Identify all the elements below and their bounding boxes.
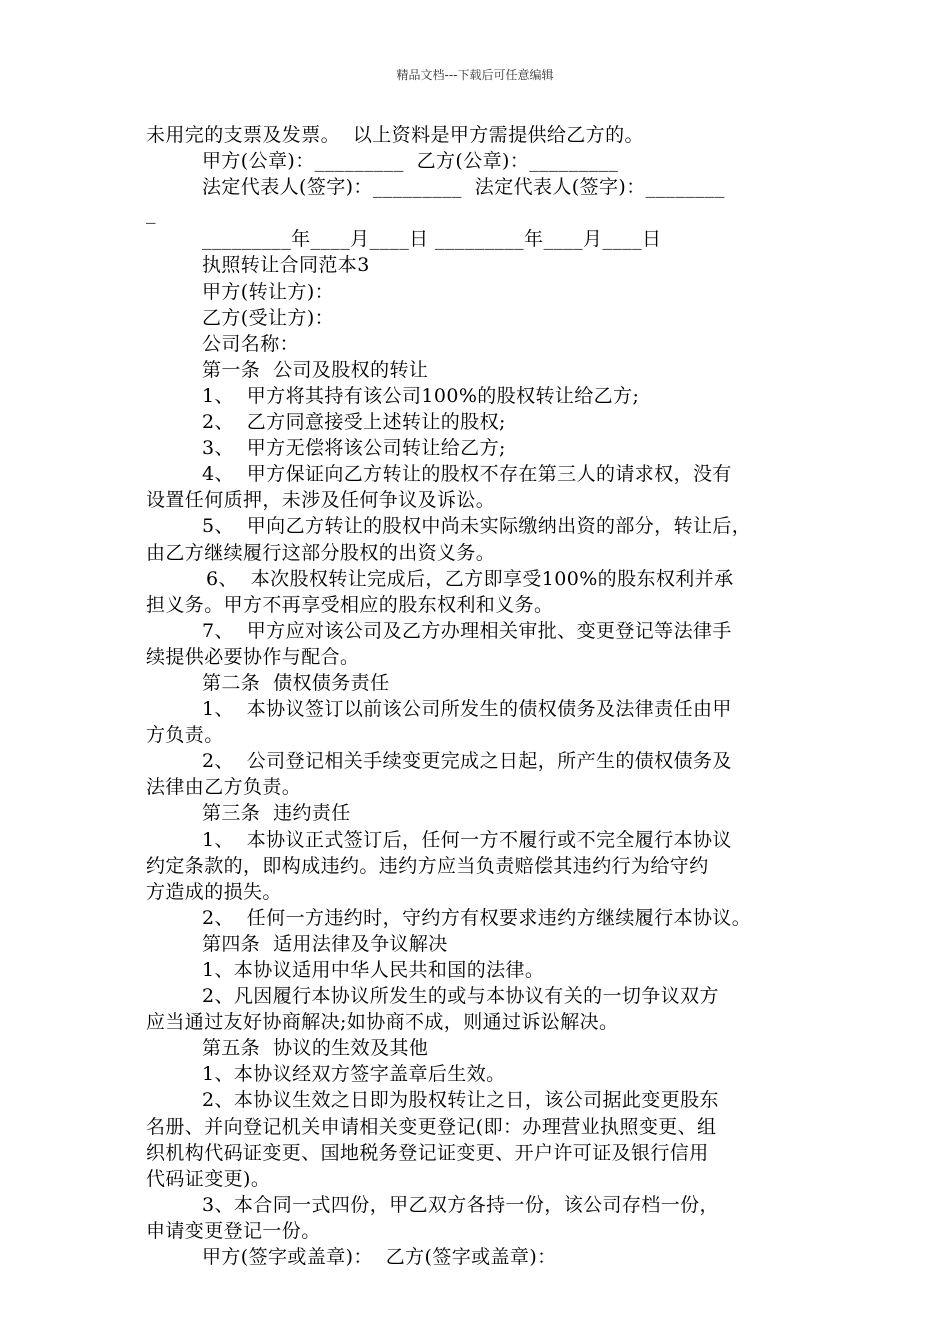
document-body [146,122,836,1270]
article-heading: 第五条 协议的生效及其他 [202,1037,429,1060]
clause-line: 1、 甲方将其持有该公司100%的股权转让给乙方; [202,384,640,407]
clause-line: 2、凡因履行本协议所发生的或与本协议有关的一切争议双方 [202,985,719,1008]
clause-line: 应当通过友好协商解决;如协商不成，则通过诉讼解决。 [146,1011,619,1034]
party-b-label: 乙方(受让方)： [202,306,335,329]
clause-line: 6、 本次股权转让完成后，乙方即享受100%的股东权利并承 [206,567,734,590]
company-name-label: 公司名称： [202,332,300,355]
date-line: _________年____月____日 _________年____月____日 [202,228,662,251]
document-title: 执照转让合同范本3 [202,254,370,277]
clause-line: 续提供必要协作与配合。 [146,645,360,668]
party-a-label: 甲方(转让方)： [202,280,335,303]
clause-line: 2、 乙方同意接受上述转让的股权; [202,411,506,434]
clause-line: 名册、并向登记机关申请相关变更登记(即：办理营业执照变更、组 [146,1115,717,1138]
text-line: 未用完的支票及发票。 以上资料是甲方需提供给乙方的。 [146,124,644,146]
clause-line: 由乙方继续履行这部分股权的出资义务。 [146,541,496,564]
clause-line: 方负责。 [146,724,224,747]
clause-line: 4、 甲方保证向乙方转让的股权不存在第三人的请求权，没有 [202,463,732,486]
clause-line: 2、 公司登记相关手续变更完成之日起，所产生的债权债务及 [202,750,732,773]
clause-line: 申请变更登记一份。 [146,1219,321,1242]
clause-line: 1、本协议适用中华人民共和国的法律。 [202,959,545,981]
clause-line: 约定条款的，即构成违约。违约方应当负责赔偿其违约行为给守约 [146,854,709,877]
clause-line: 织机构代码证变更、国地税务登记证变更、开户许可证及银行信用 [146,1141,709,1164]
clause-line: 2、本协议生效之日即为股权转让之日，该公司据此变更股东 [202,1089,719,1112]
clause-line: 1、本协议经双方签字盖章后生效。 [202,1063,506,1086]
clause-line: 2、 任何一方违约时，守约方有权要求违约方继续履行本协议。 [202,906,752,929]
article-heading: 第二条 债权债务责任 [202,671,390,694]
clause-line: 1、 本协议签订以前该公司所发生的债权债务及法律责任由甲 [202,698,732,721]
clause-line: 方造成的损失。 [146,880,282,903]
page-header: 精品文档---下载后可任意编辑 [396,68,554,82]
clause-line: 7、 甲方应对该公司及乙方办理相关审批、变更登记等法律手 [202,619,732,642]
clause-line: 设置任何质押，未涉及任何争议及诉讼。 [146,489,496,512]
clause-line: 3、 甲方无偿将该公司转让给乙方; [202,437,506,460]
signature-line-final: 甲方(签字或盖章)： 乙方(签字或盖章)： [202,1246,557,1269]
article-heading: 第一条 公司及股权的转让 [202,358,429,381]
clause-line: 1、 本协议正式签订后，任何一方不履行或不完全履行本协议 [202,828,732,851]
article-heading: 第三条 违约责任 [202,802,351,825]
signature-line-seal: 甲方(公章)：_________ 乙方(公章)：_________ [202,150,619,173]
article-heading: 第四条 适用法律及争议解决 [202,932,448,955]
text-line: _ [146,202,156,225]
clause-line: 担义务。甲方不再享受相应的股东权利和义务。 [146,593,554,616]
clause-line: 3、本合同一式四份，甲乙双方各持一份，该公司存档一份， [202,1193,719,1216]
clause-line: 代码证变更)。 [146,1167,271,1190]
signature-line-representative: 法定代表人(签字)：_________ 法定代表人(签字)：________ [202,176,725,199]
clause-line: 5、 甲向乙方转让的股权中尚未实际缴纳出资的部分，转让后， [202,515,752,538]
clause-line: 法律由乙方负责。 [146,776,302,799]
